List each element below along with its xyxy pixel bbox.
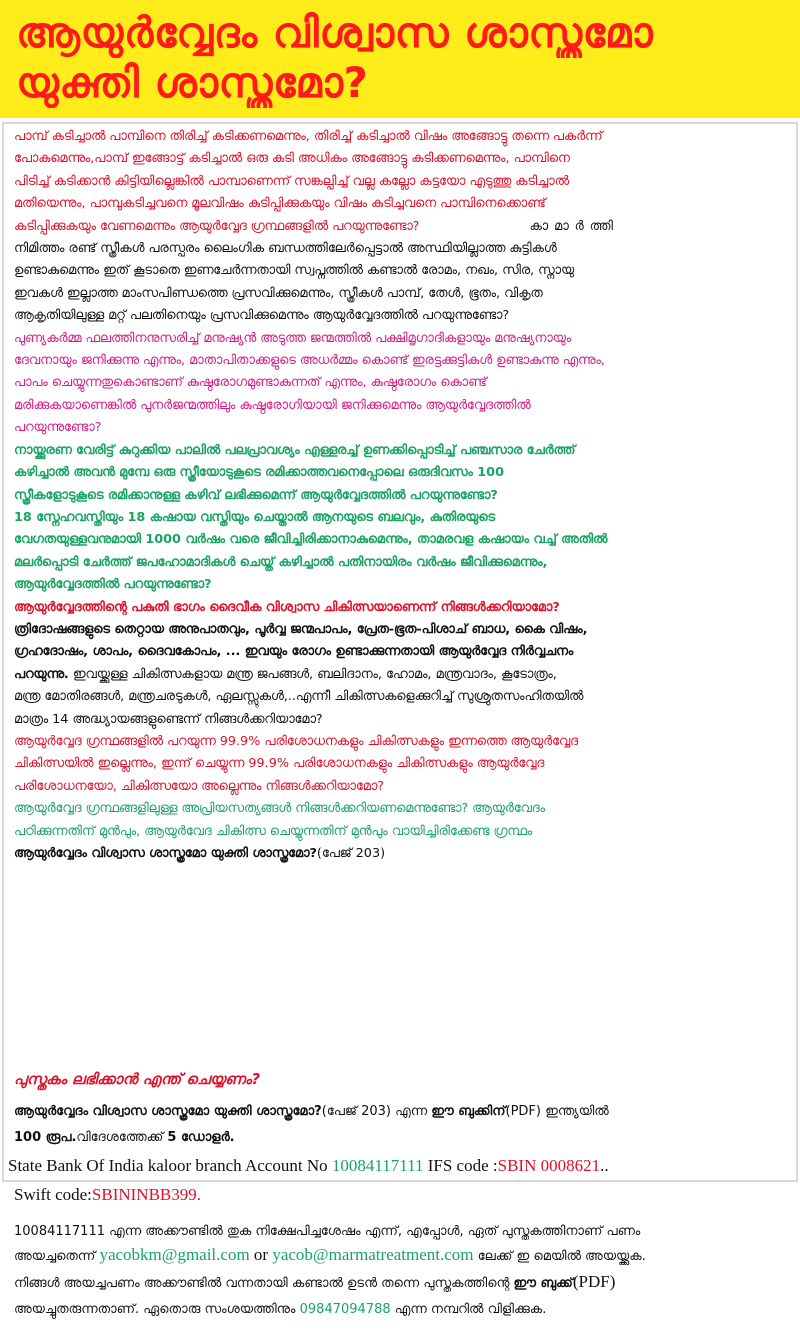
text-line: ആകൃതിയിലുള്ള മറ്റ് പലതിനെയും പ്രസവിക്കുമെന്നും ആയുർവ്വേദത്തിൽ പറയുന്നുണ്ടോ?	[14, 308, 510, 324]
payment-line-2	[14, 1245, 646, 1267]
text-line: കഴിച്ചാൽ അവൻ മുമ്പേ ഒരു സ്ത്രീയോടുകൂടെ രമിക്കാത്തവനെപ്പോലെ ഒരുദിവസം 100	[14, 465, 504, 481]
page-count: (പേജ് 203)	[316, 846, 386, 861]
text-fragment: കടിപ്പിക്കുകയും വേണമെന്നും ആയുർവ്വേദ ഗ്രന്ഥങ്ങളിൽ പറയുന്നുണ്ടോ?	[14, 218, 420, 234]
paragraph-childbirth	[14, 238, 786, 328]
text-line	[14, 216, 786, 238]
text-line: മലർപ്പൊടി ചേർത്ത് ജപഹോമാദികൾ ചെയ്ത് കഴിച്ചാൽ പതിനായിരം വർഷം ജീവിക്കുമെന്നും,	[14, 554, 548, 570]
text-line: മതിയെന്നും, പാമ്പുകടിച്ചവനെ മൂലവിഷം കുടിപ്പിക്കുകയും വിഷം കുടിച്ചവനെ പാമ്പിനെക്കൊണ്ട്	[14, 196, 546, 212]
text-fragment: IFS code :	[423, 1156, 498, 1175]
text-fragment: (PDF)	[572, 1272, 616, 1291]
text-line	[14, 664, 786, 686]
payment-line-3	[14, 1272, 615, 1294]
text-fragment: അയച്ചുതരുന്നതാണ്. ഏതൊരു സംശയത്തിനും	[14, 1302, 300, 1317]
text-line: മരിക്കുകയാണെങ്കിൽ പുനർജന്മത്തിലും കുഷ്ഠരോഗിയായി ജനിക്കുമെന്നും ആയുർവ്വേദത്തിൽ	[14, 397, 531, 413]
text-fragment: ലേക്ക് ഇ മെയിൽ അയയ്ക്കുക.	[473, 1249, 646, 1264]
text-fragment: or	[249, 1245, 273, 1264]
text-line: ആയുർവ്വേദ ഗ്രന്ഥങ്ങളിലുള്ള അപ്രിയസത്യങ്ങൾ നിങ്ങൾക്കറിയണമെന്നുണ്ടോ? ആയുർവേദം	[14, 801, 546, 817]
text-line: പറയുന്നുണ്ടോ?	[14, 420, 102, 436]
text-line: ആയുർവ്വേദത്തിന്റെ പകുതി ഭാഗം ദൈവീക വിശ്വാസ ചികിത്സയാണെന്ന് നിങ്ങൾക്കറിയാമോ?	[14, 599, 560, 615]
text-fragment: പറയുന്നു.	[14, 666, 69, 682]
paragraph-longevity	[14, 507, 786, 597]
text-line: ഇവകൾ ഇല്ലാത്ത മാംസപിണ്ഡത്തെ പ്രസവിക്കുമെന്നും, സ്ത്രീകൾ പാമ്പ്, തേൾ, ഭൂതം, വികൃത	[14, 285, 543, 301]
email-link-gmail[interactable]: yacobkm@gmail.com	[99, 1245, 250, 1264]
paragraph-rebirth	[14, 328, 786, 440]
price-inr: 100 രൂപ.	[14, 1130, 77, 1145]
text-line: പാമ്പ് കടിച്ചാൽ പാമ്പിനെ തിരിച്ച് കടിക്കണമെന്നും, തിരിച്ച് കടിച്ചാൽ വിഷം അങ്ങോട്ടു തന്നെ പകർന്ന്	[14, 129, 603, 144]
text-fragment: ഡോളർ.	[176, 1130, 235, 1145]
text-line: 18 സ്നേഹവസ്തിയും 18 കഷായ വസ്തിയും ചെയ്താൽ ആനയുടെ ബലവും, കുതിരയുടെ	[14, 509, 496, 525]
text-fragment: എന്ന നമ്പറിൽ വിളിക്കുക.	[390, 1302, 547, 1317]
paragraph-book-promo	[14, 798, 786, 865]
text-line: പാപം ചെയ്യുന്നതുകൊണ്ടാണ് കുഷ്ഠരോഗമുണ്ടാകുന്നത് എന്നും, കുഷ്ഠരോഗം കൊണ്ട്	[14, 375, 487, 391]
text-line: പഠിക്കുന്നതിന് മുൻപും, ആയുർവേദ ചികിത്സ ചെയ്യുന്നതിന് മുൻപും വായിച്ചിരിക്കേണ്ട ഗ്രന്ഥം	[14, 823, 533, 839]
book-title: ആയുർവ്വേദം വിശ്വാസ ശാസ്ത്രമോ യുക്തി ശാസ്ത്രമോ?	[14, 846, 317, 861]
text-line: പുണ്യകർമ്മ ഫലത്തിനനുസരിച്ച് മനുഷ്യൻ അടുത്ത ജന്മത്തിൽ പക്ഷിമൃഗാദികളായും മനുഷ്യനായും	[14, 330, 572, 346]
text-fragment: Swift code:	[14, 1185, 92, 1204]
text-line	[14, 843, 786, 865]
article-body	[2, 122, 798, 1182]
price-line	[14, 1128, 235, 1148]
title-banner	[0, 0, 800, 118]
text-fragment: അയച്ചതെന്ന്	[14, 1249, 100, 1264]
paragraph-snake-bite	[14, 126, 786, 238]
paragraph-remedy	[14, 440, 786, 507]
phone-number: 09847094788	[299, 1302, 391, 1317]
payment-line-1: 10084117111 എന്ന അക്കൗണ്ടിൽ തുക നിക്ഷേപിച്ചശേഷം എന്ന്, എപ്പോൾ, ഏത് പുസ്തകത്തിനാണ് പണം	[14, 1224, 641, 1239]
text-fragment: ..	[600, 1156, 609, 1175]
email-link-marma[interactable]: yacob@marmatreatment.com	[272, 1245, 474, 1264]
text-line: മാത്രം 14 അദ്ധ്യായങ്ങളുണ്ടെന്ന് നിങ്ങൾക്കറിയാമോ?	[14, 711, 323, 727]
title-line-1: ആയുർവ്വേദം വിശ്വാസ ശാസ്ത്രമോ	[16, 8, 654, 57]
text-fragment: വിദേശത്തേക്ക്	[76, 1130, 168, 1145]
text-line: ഉണ്ടാകുമെന്നും ഇത് കൂടാതെ ഇണചേർന്നതായി സ്വപ്നത്തിൽ കണ്ടാൽ രോമം, നഖം, സിര, സ്നായു	[14, 263, 575, 279]
text-line: പരിശോധനയോ, ചികിത്സയോ അല്ലെന്നും നിങ്ങൾക്കറിയാമോ?	[14, 778, 385, 794]
swift-line	[14, 1185, 201, 1205]
text-fragment: ഇവയ്ക്കുള്ള ചികിത്സകളായ മന്ത്ര ജപങ്ങൾ, ബലിദാനം, ഹോമം, മന്ത്രവാദം, കൂടോത്രം,	[68, 666, 557, 682]
text-fragment: (പേജ് 203) എന്ന	[321, 1104, 432, 1119]
text-fragment: (PDF) ഇന്ത്യയിൽ	[505, 1104, 609, 1119]
text-fragment: ഈ ബുക്ക്	[513, 1276, 573, 1291]
payment-line-4	[14, 1300, 546, 1320]
text-line: ആയുർവ്വേദത്തിൽ പറയുന്നുണ്ടോ?	[14, 577, 212, 593]
text-fragment: നിങ്ങൾ അയച്ചപണം അക്കൗണ്ടിൽ വന്നതായി കണ്ടാൽ ഉടൻ തന്നെ പുസ്തകത്തിന്റെ	[14, 1276, 514, 1291]
text-line: നിമിത്തം രണ്ട് സ്ത്രീകൾ പരസ്പരം ലൈംഗിക ബന്ധത്തിലേർപ്പെട്ടാൽ അസ്ഥിയില്ലാത്ത കുട്ടികൾ	[14, 241, 557, 257]
text-fragment: ഈ ബുക്കിന്	[431, 1104, 506, 1119]
text-line: പോകുമെന്നും,പാമ്പ് ഇങ്ങോട്ട് കടിച്ചാൽ ഒരു കടി അധികം അങ്ങോട്ടു കടിക്കണമെന്നും, പാമ്പിനെ	[14, 151, 570, 167]
text-line: നായ്ക്കുരണ വേരിട്ട് കുറുക്കിയ പാലിൽ പലപ്രാവശ്യം എള്ളരച്ച് ഉണക്കിപ്പൊടിച്ച് പഞ്ചസാര ചേർത്ത്	[14, 442, 576, 458]
purchase-line-1	[14, 1102, 609, 1122]
text-line: ഗ്രഹദോഷം, ശാപം, ദൈവകോപം, ... ഇവയും രോഗം ഉണ്ടാക്കുന്നതായി ആയുർവ്വേദ നിർവ്വചനം	[14, 644, 574, 660]
text-line: പിടിച്ച് കടിക്കാൻ കിട്ടിയില്ലെങ്കിൽ പാമ്പാണെന്ന് സങ്കല്പിച്ച് വല്ല കല്ലോ കട്ടയോ എടുത്തു കടിച്ചാൽ	[14, 173, 569, 189]
text-line: മന്ത്ര മോതിരങ്ങൾ, മന്ത്രചരടുകൾ, ഏലസ്സുകൾ,..എന്നീ ചികിത്സകളെക്കുറിച്ച് സുശ്രുതസംഹിതയിൽ	[14, 689, 584, 705]
text-line: ചികിത്സയിൽ ഇല്ലെന്നും, ഇന്ന് ചെയ്യുന്ന 99.9% പരിശോധനകളും ചികിത്സകളും ആയുർവ്വേദ	[14, 756, 545, 772]
purchase-heading: പുസ്തകം ലഭിക്കാൻ എന്ത് ചെയ്യണം?	[14, 1070, 261, 1088]
account-number: 10084117111	[331, 1156, 424, 1175]
text-line: വേഗതയുള്ളവനുമായി 1000 വർഷം വരെ ജീവിച്ചിരിക്കാനാകുമെന്നും, താമരവള കഷായം വച്ച് അതിൽ	[14, 532, 608, 548]
title-line-2: യുക്തി ശാസ്ത്രമോ?	[16, 58, 369, 107]
text-line: സ്ത്രീകളോടുകൂടെ രമിക്കാനുള്ള കഴിവ് ലഭിക്കുമെന്ന് ആയുർവ്വേദത്തിൽ പറയുന്നുണ്ടോ?	[14, 487, 498, 503]
text-line: ആയുർവ്വേദ ഗ്രന്ഥങ്ങളിൽ പറയുന്ന 99.9% പരിശോധനകളും ചികിത്സകളും ഇന്നത്തെ ആയുർവ്വേദ	[14, 733, 579, 749]
text-fragment: കാമാർത്തി	[529, 218, 619, 234]
swift-code: SBININBB399.	[91, 1185, 202, 1204]
paragraph-modern-ayurveda	[14, 731, 786, 798]
text-line: ത്രിദോഷങ്ങളുടെ തെറ്റായ അനുപാതവും, പൂർവ്വ ജന്മപാപം, പ്രേത-ഭൂത-പിശാച് ബാധ, കൈ വിഷം,	[14, 621, 588, 637]
ifs-code: SBIN 0008621	[497, 1156, 601, 1175]
bank-line	[8, 1156, 609, 1176]
paragraph-tridosha	[14, 619, 786, 731]
book-title: ആയുർവ്വേദം വിശ്വാസ ശാസ്ത്രമോ യുക്തി ശാസ്ത്രമോ?	[14, 1104, 322, 1119]
paragraph-divine-treatment	[14, 597, 786, 619]
text-line: ദേവനായും ജനിക്കുന്നു എന്നും, മാതാപിതാക്കളുടെ അധർമ്മം കൊണ്ട് ഇരട്ടക്കുട്ടികൾ ഉണ്ടാകുന്നു എന്നും,	[14, 353, 605, 369]
price-usd: 5	[167, 1130, 177, 1145]
bank-name: State Bank Of India kaloor branch Account No	[8, 1156, 332, 1175]
